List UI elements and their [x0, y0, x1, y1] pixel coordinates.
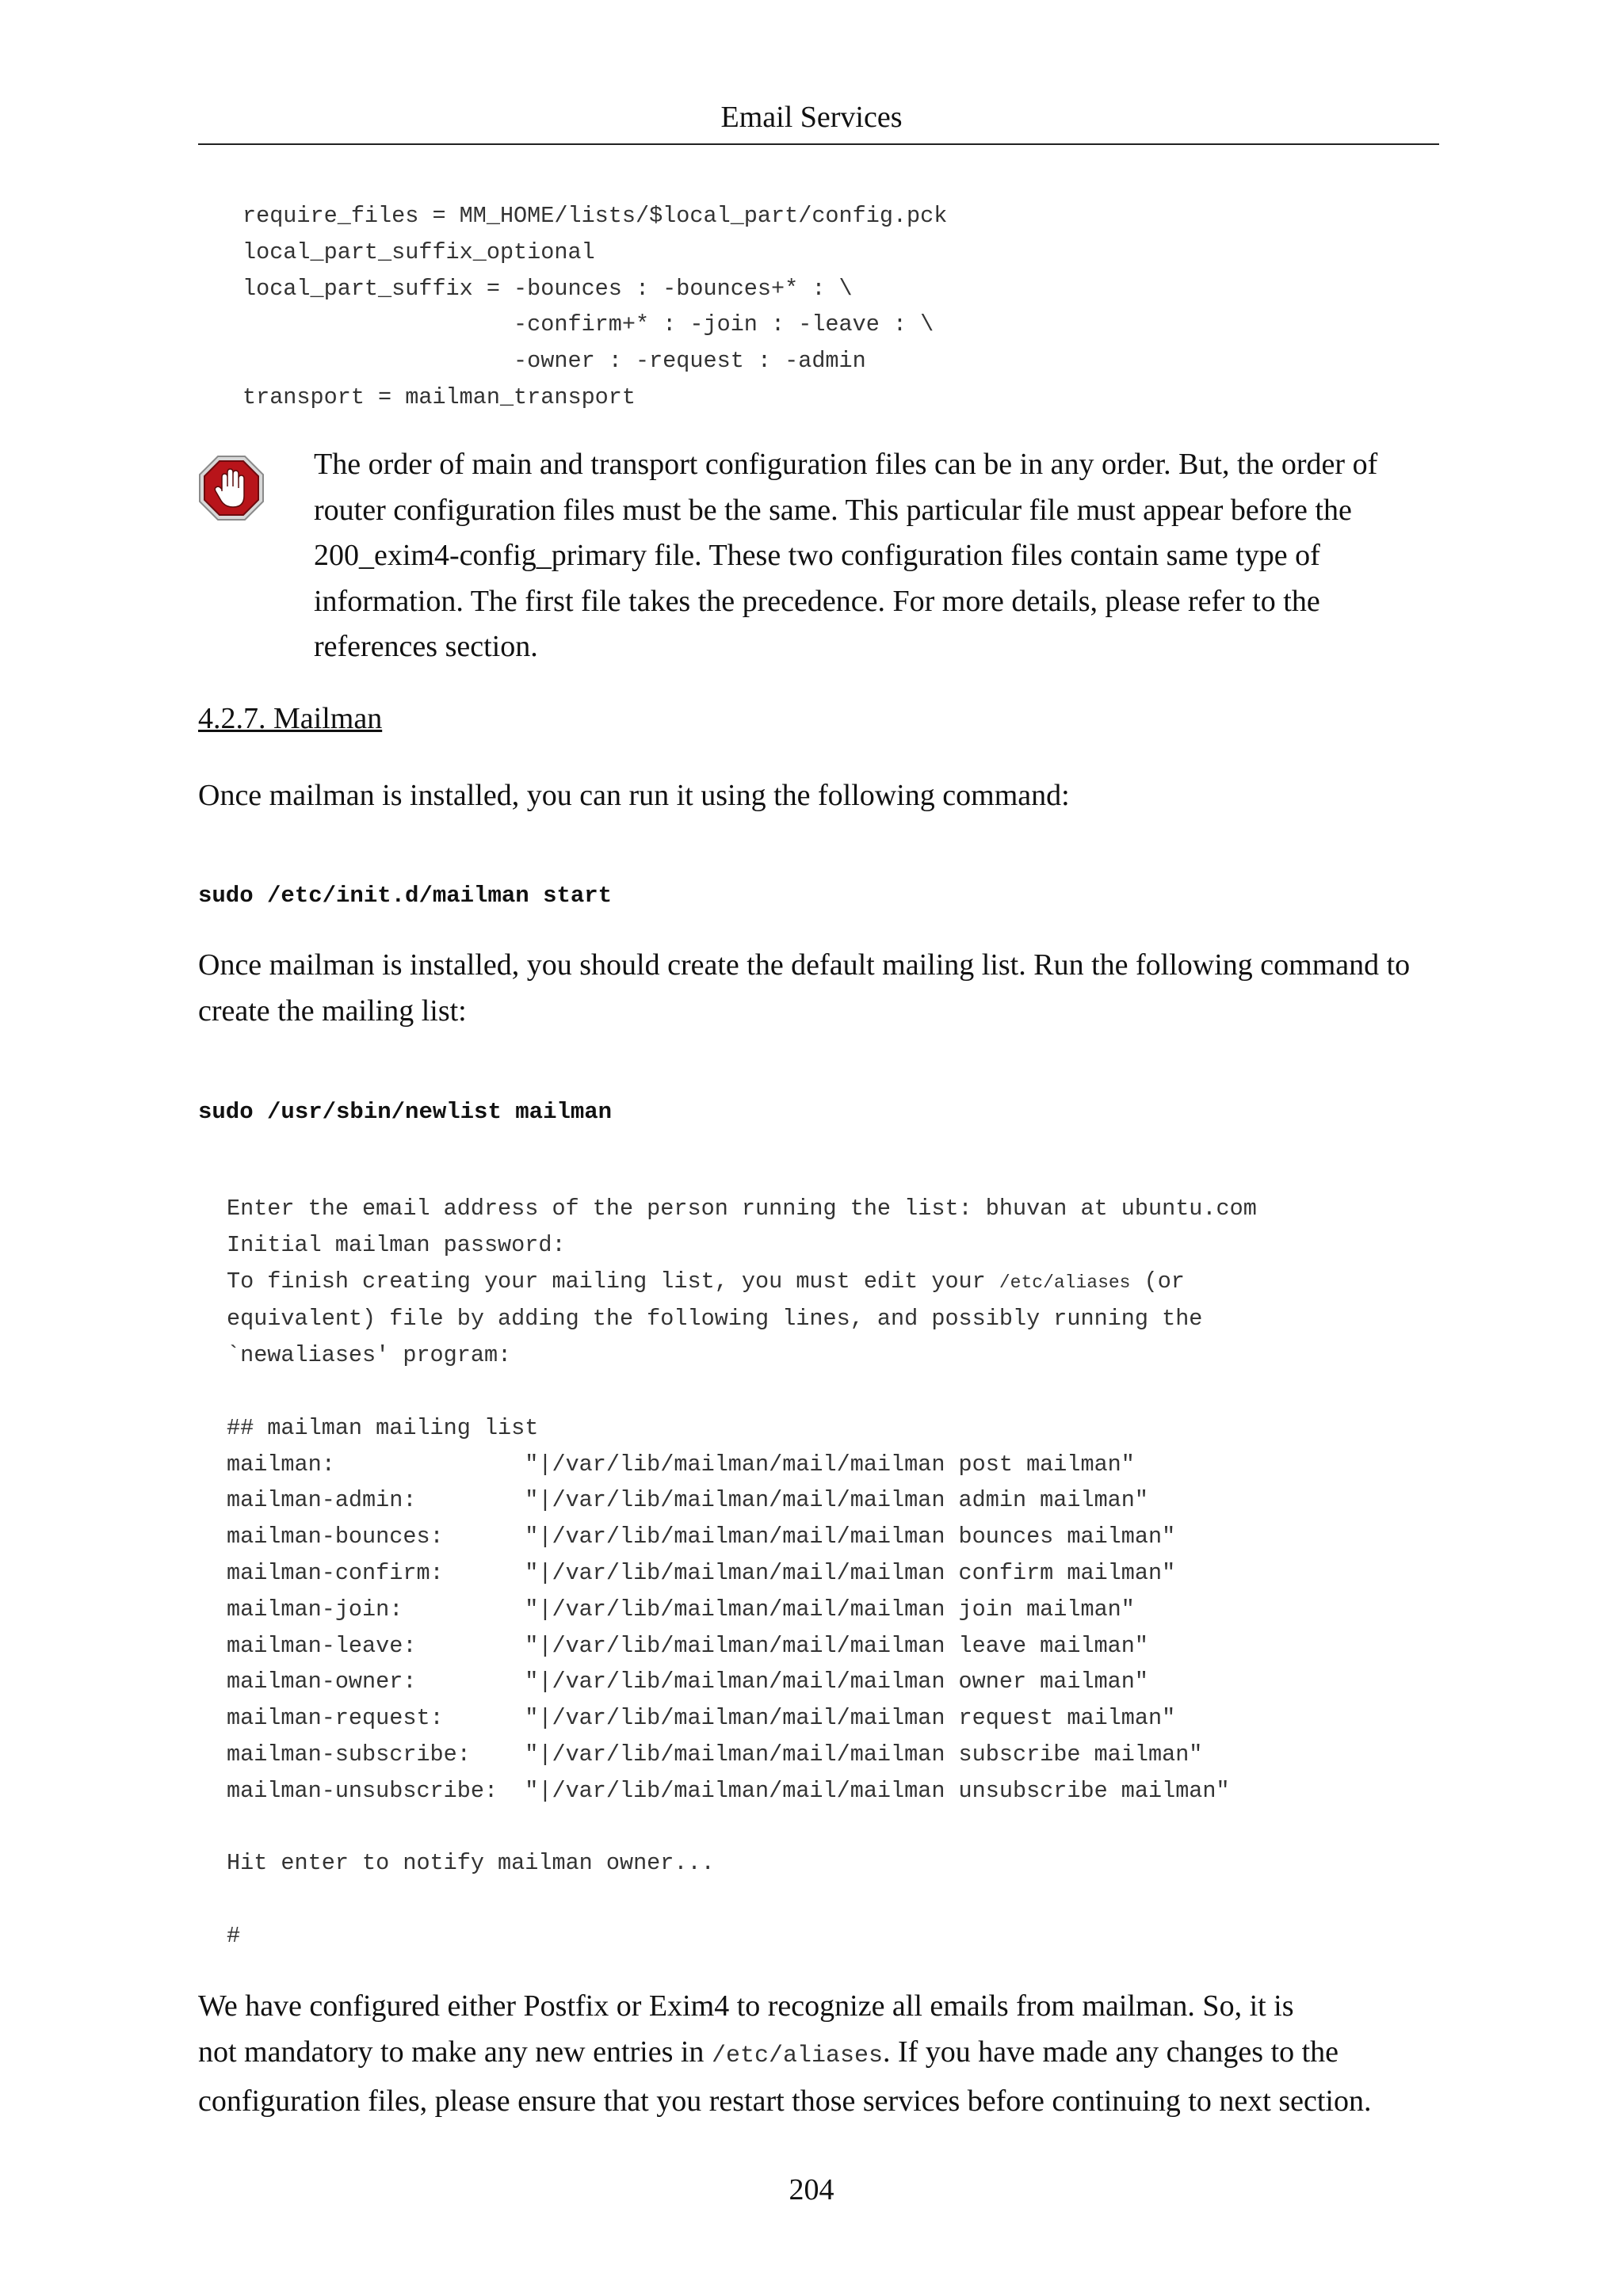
- paragraph-text: . If you have made any changes to the configuration files, please ensure that you restart those services before continuing to next section.: [198, 2035, 1372, 2118]
- paragraph-text: not mandatory to make any new entries in: [198, 2035, 712, 2069]
- code-line: `newaliases' program:: [227, 1342, 512, 1369]
- code-text: (or: [1130, 1268, 1185, 1295]
- code-line: Initial mailman password:: [227, 1231, 566, 1258]
- code-line: mailman-unsubscribe: "|/var/lib/mailman/mail/mailman unsubscribe mailman": [227, 1777, 1230, 1804]
- page-number: 204: [789, 2173, 834, 2206]
- code-line: equivalent) file by adding the following lines, and possibly running the: [227, 1306, 1203, 1333]
- code-line: mailman: "|/var/lib/mailman/mail/mailman post mailman": [227, 1451, 1135, 1478]
- stop-note-text: The order of main and transport configuration files can be in any order. But, the order of router configuration files must be the same. This particular file must appear before the 200_exim4-config_primary file. These two configuration files contain same type of information. The first file takes the precedence. For more details, please refer to the references section.: [314, 448, 1378, 663]
- code-line: local_part_suffix_optional: [242, 238, 595, 265]
- code-line: mailman-admin: "|/var/lib/mailman/mail/mailman admin mailman": [227, 1487, 1148, 1514]
- command-newlist: sudo /usr/sbin/newlist mailman: [198, 1099, 613, 1125]
- aliases-path-inline: /etc/aliases: [711, 2042, 883, 2069]
- code-line: #: [227, 1922, 241, 1949]
- code-line: Hit enter to notify mailman owner...: [227, 1850, 715, 1877]
- code-text: To finish creating your mailing list, you must edit your: [227, 1268, 999, 1295]
- code-line: mailman-bounces: "|/var/lib/mailman/mail/mailman bounces mailman": [227, 1524, 1176, 1550]
- stop-hand-icon: [198, 455, 265, 521]
- header-rule: [198, 143, 1439, 145]
- page-header-title: Email Services: [720, 101, 903, 134]
- code-line: ## mailman mailing list: [227, 1414, 539, 1441]
- aliases-path: /etc/aliases: [999, 1272, 1131, 1293]
- paragraph-run-mailman: Once mailman is installed, you can run it using the following command:: [198, 779, 1070, 812]
- code-line: local_part_suffix = -bounces : -bounces+* : \: [242, 275, 853, 302]
- paragraph-create-list: Once mailman is installed, you should create the default mailing list. Run the following command to create the mailing list:: [198, 948, 1411, 1028]
- code-line: mailman-join: "|/var/lib/mailman/mail/mailman join mailman": [227, 1596, 1135, 1623]
- code-line: require_files = MM_HOME/lists/$local_part/config.pck: [242, 203, 948, 229]
- code-line: transport = mailman_transport: [242, 383, 636, 410]
- code-block-newlist-output: [227, 1191, 1257, 1955]
- paragraph-text: We have configured either Postfix or Exim4 to recognize all emails from mailman. So, it is: [198, 1989, 1294, 2023]
- code-line: mailman-request: "|/var/lib/mailman/mail/mailman request mailman": [227, 1705, 1176, 1732]
- code-line: Enter the email address of the person running the list: bhuvan at ubuntu.com: [227, 1196, 1257, 1222]
- code-block-router-config: [242, 198, 947, 416]
- paragraph-closing: [198, 1984, 1439, 2125]
- code-line: [227, 1268, 1185, 1295]
- code-line: mailman-owner: "|/var/lib/mailman/mail/mailman owner mailman": [227, 1669, 1148, 1695]
- code-line: mailman-subscribe: "|/var/lib/mailman/mail/mailman subscribe mailman": [227, 1741, 1203, 1768]
- code-line: -confirm+* : -join : -leave : \: [242, 311, 934, 338]
- code-line: mailman-confirm: "|/var/lib/mailman/mail/mailman confirm mailman": [227, 1559, 1176, 1586]
- code-line: -owner : -request : -admin: [242, 348, 866, 375]
- section-heading-mailman: 4.2.7. Mailman: [198, 702, 383, 735]
- command-mailman-start: sudo /etc/init.d/mailman start: [198, 883, 613, 909]
- code-line: mailman-leave: "|/var/lib/mailman/mail/mailman leave mailman": [227, 1632, 1148, 1659]
